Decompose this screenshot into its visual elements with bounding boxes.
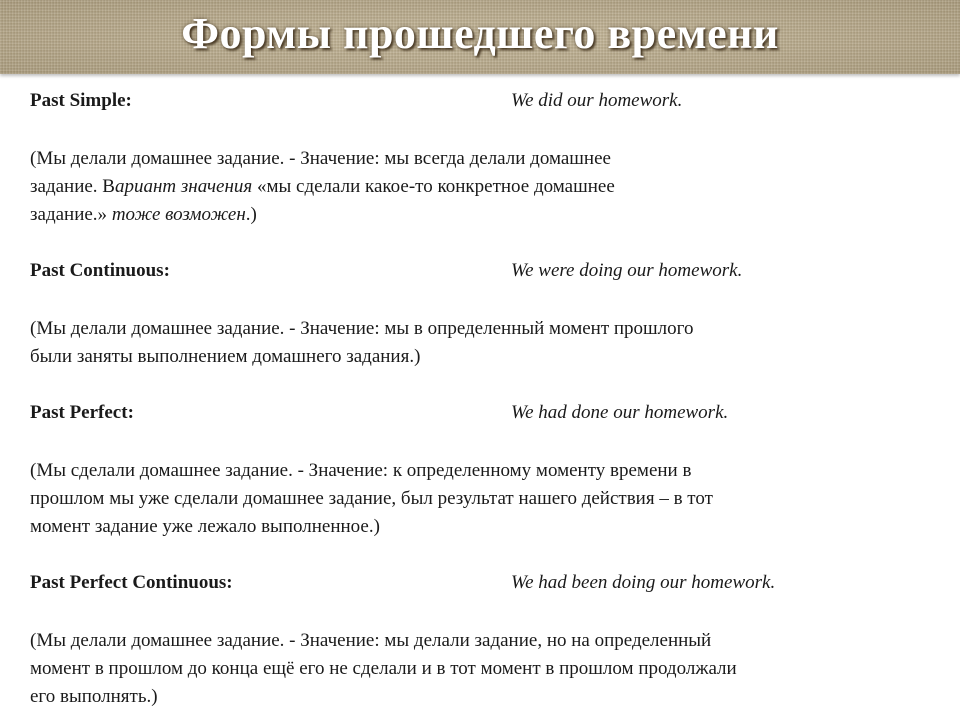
explanation-line: прошлом мы уже сделали домашнее задание, был результат нашего действия – в тот — [30, 488, 713, 509]
tense-example: We had been doing our homework. — [511, 572, 776, 593]
explanation-line: (Мы делали домашнее задание. - Значение: мы в определенный момент прошлого — [30, 318, 694, 339]
explanation-line: задание. В — [30, 176, 115, 197]
spacer — [30, 229, 940, 257]
slide-content — [30, 87, 940, 711]
explanation-line: (Мы делали домашнее задание. - Значение: мы делали задание, но на определенный — [30, 630, 712, 651]
tense-example: We had done our homework. — [511, 402, 729, 423]
explanation-line: момент задание уже лежало выполненное.) — [30, 516, 380, 537]
explanation-line: были заняты выполнением домашнего задания.) — [30, 346, 421, 367]
tense-heading-row — [30, 87, 940, 115]
spacer — [30, 285, 940, 315]
explanation-line: .) — [245, 204, 257, 225]
tense-explanation — [30, 145, 940, 229]
explanation-line: (Мы сделали домашнее задание. - Значение: к определенному моменту времени в — [30, 460, 692, 481]
spacer — [30, 541, 940, 569]
tense-heading-row — [30, 569, 940, 597]
tense-explanation — [30, 457, 940, 541]
slide-title: Формы прошедшего времени — [181, 9, 779, 58]
tense-name: Past Continuous: — [30, 260, 170, 281]
tense-explanation — [30, 315, 940, 371]
tense-heading-row — [30, 257, 940, 285]
tense-example: We were doing our homework. — [511, 260, 743, 281]
explanation-line: его выполнять.) — [30, 686, 158, 707]
explanation-line: «мы сделали какое-то конкретное домашнее — [252, 176, 615, 197]
tense-name: Past Perfect: — [30, 402, 134, 423]
tense-name: Past Simple: — [30, 90, 132, 111]
spacer — [30, 597, 940, 627]
explanation-italic: ариант значения — [114, 176, 253, 197]
tense-example: We did our homework. — [511, 90, 683, 111]
tense-name: Past Perfect Continuous: — [30, 572, 233, 593]
explanation-line: момент в прошлом до конца ещё его не сделали и в тот момент в прошлом продолжали — [30, 658, 737, 679]
title-banner — [0, 0, 960, 74]
spacer — [30, 371, 940, 399]
spacer — [30, 115, 940, 145]
explanation-line: задание.» — [30, 204, 112, 225]
explanation-line: (Мы делали домашнее задание. - Значение: мы всегда делали домашнее — [30, 148, 611, 169]
tense-explanation — [30, 627, 940, 711]
explanation-italic: тоже возможен — [111, 204, 246, 225]
tense-heading-row — [30, 399, 940, 427]
spacer — [30, 427, 940, 457]
